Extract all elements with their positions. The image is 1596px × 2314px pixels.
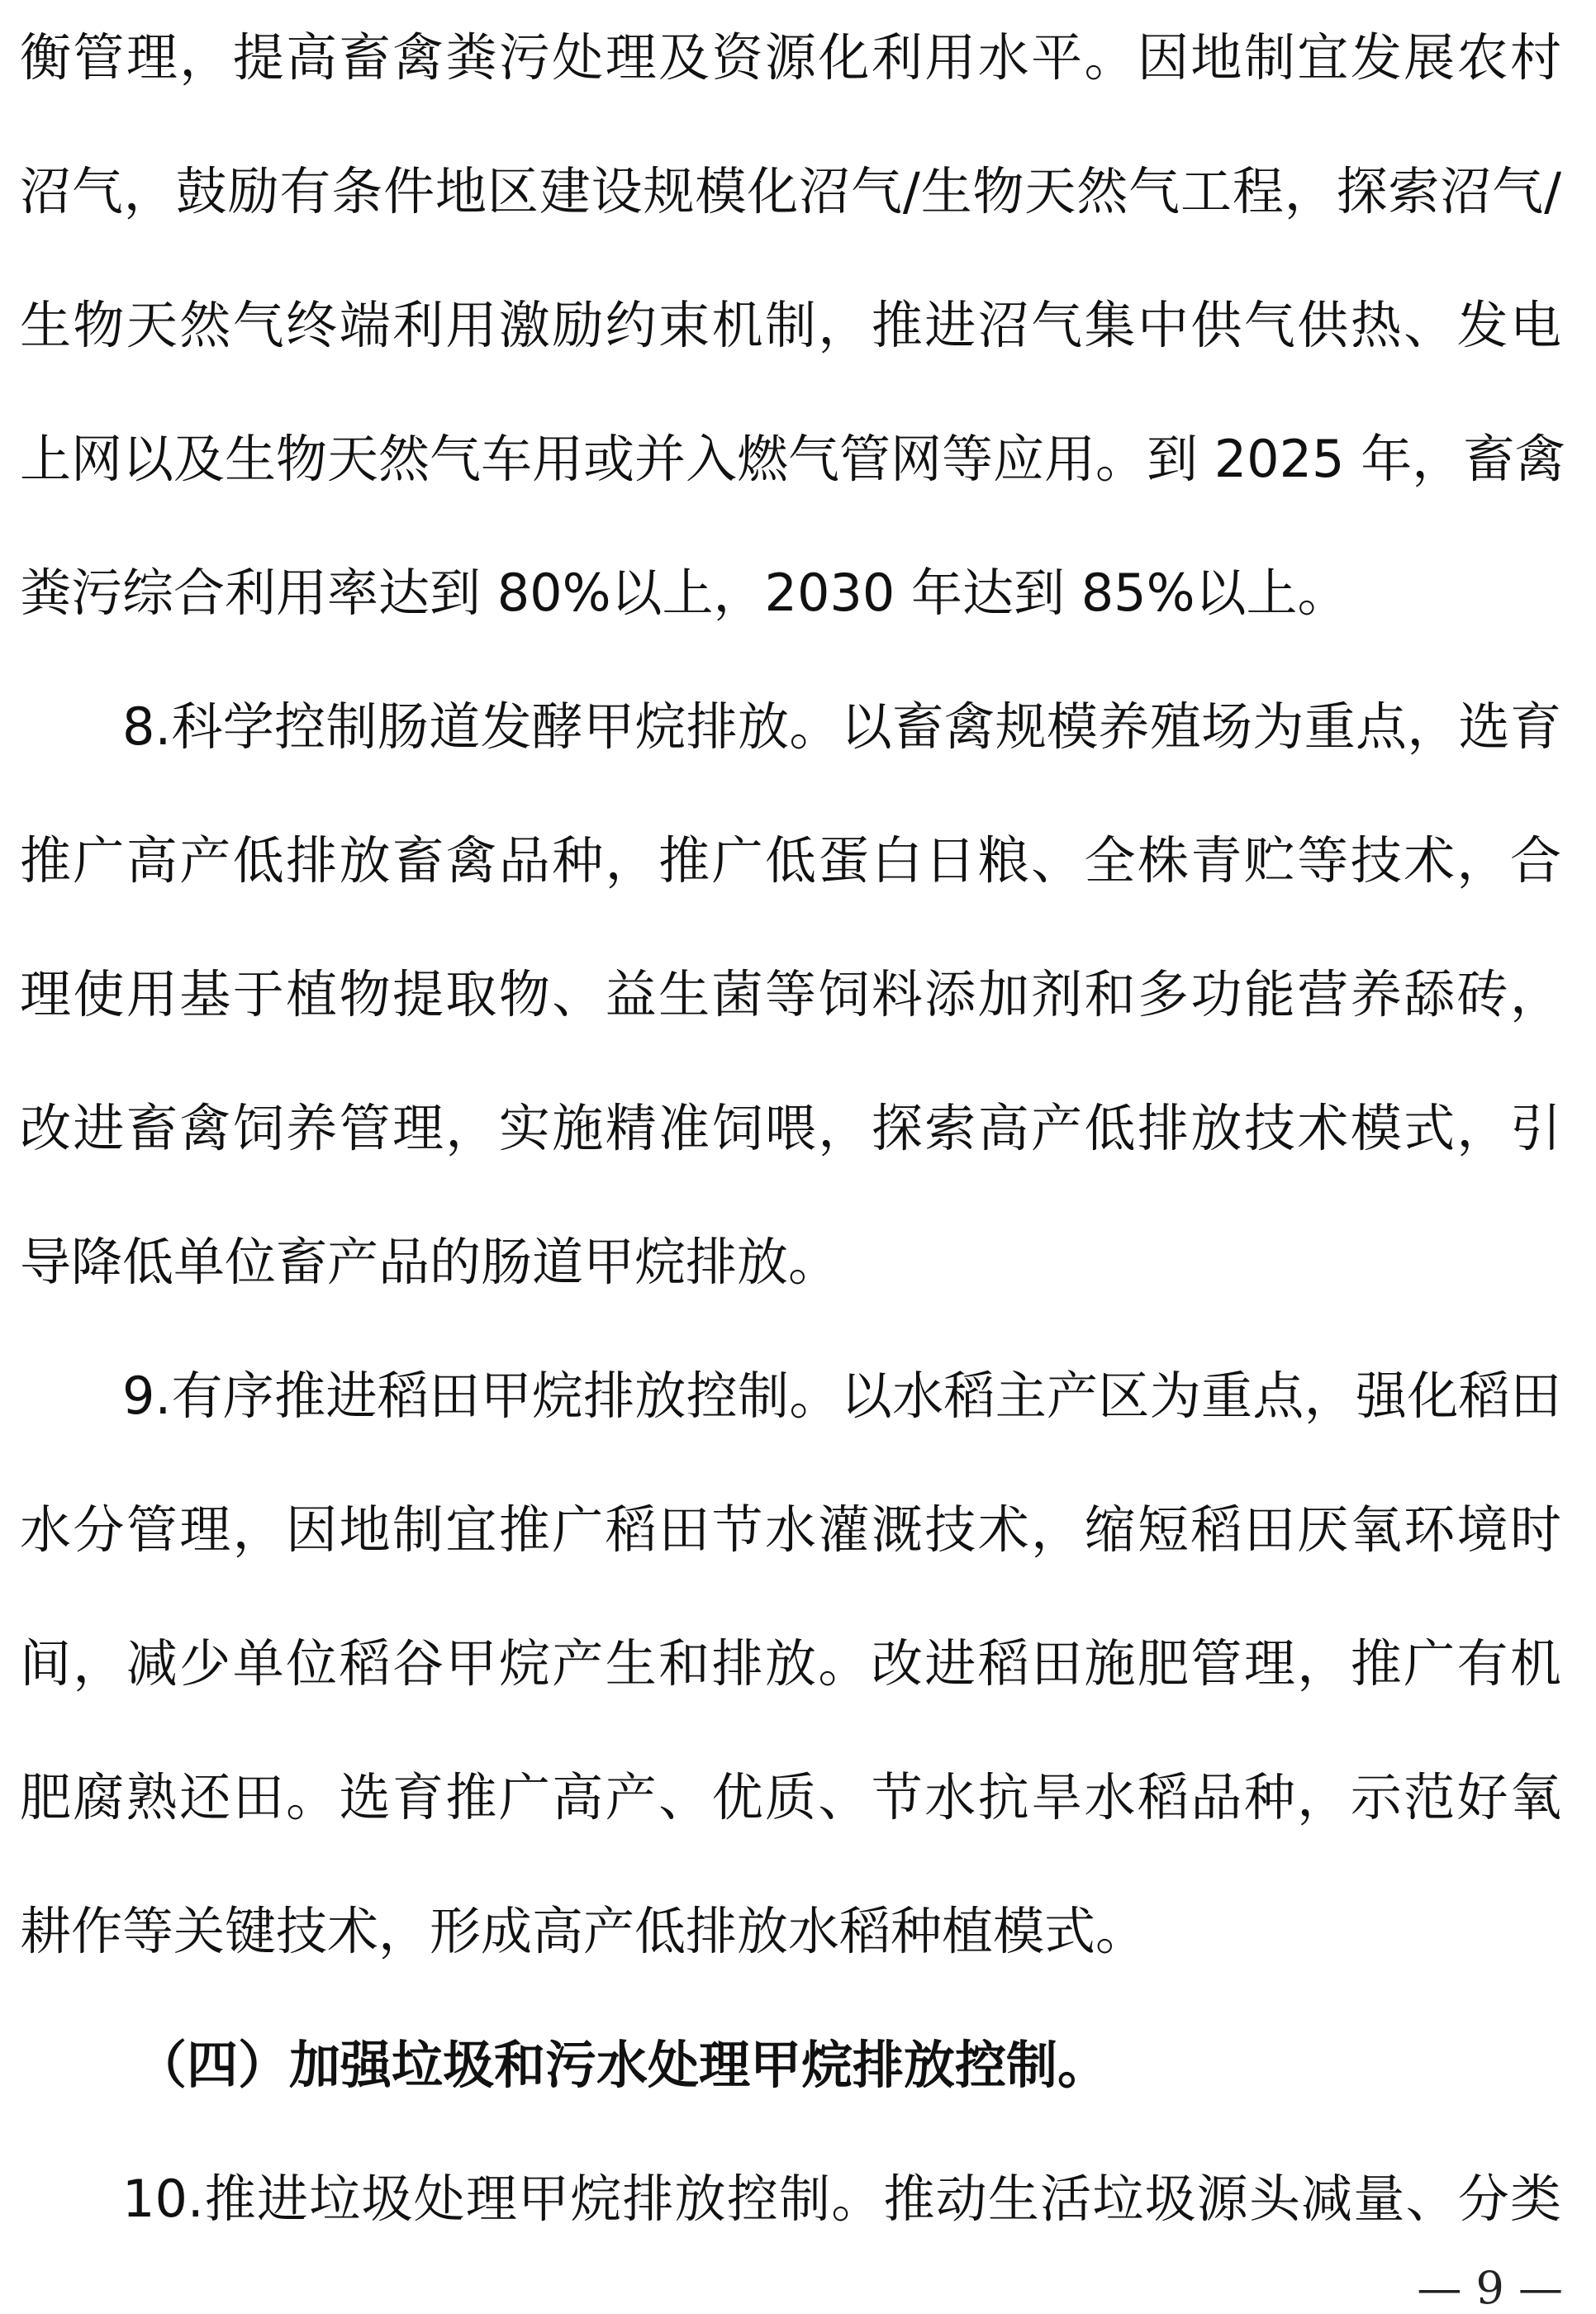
text-line: 间，减少单位稻谷甲烷产生和排放。改进稻田施肥管理，推广有机	[20, 1633, 1561, 1694]
text-line: 耕作等关键技术，形成高产低排放水稻种植模式。	[20, 1901, 1147, 1961]
text-line: 上网以及生物天然气车用或并入燃气管网等应用。到 2025 年，畜禽	[20, 429, 1566, 489]
text-line: 生物天然气终端利用激励约束机制，推进沼气集中供气供热、发电	[20, 295, 1561, 355]
text-line: 推广高产低排放畜禽品种，推广低蛋白日粮、全株青贮等技术，合	[20, 830, 1561, 891]
text-line: 沼气，鼓励有条件地区建设规模化沼气/生物天然气工程，探索沼气/	[20, 161, 1561, 221]
page-number: — 9 —	[1417, 2262, 1563, 2314]
text-line: 衡管理，提高畜禽粪污处理及资源化利用水平。因地制宜发展农村	[20, 27, 1561, 88]
text-line: 粪污综合利用率达到 80%以上，2030 年达到 85%以上。	[20, 563, 1349, 623]
paragraph-8-start: 8.科学控制肠道发酵甲烷排放。以畜禽规模养殖场为重点，选育	[122, 696, 1561, 757]
paragraph-9-start: 9.有序推进稻田甲烷排放控制。以水稻主产区为重点，强化稻田	[122, 1366, 1561, 1426]
paragraph-10-start: 10.推进垃圾处理甲烷排放控制。推动生活垃圾源头减量、分类	[122, 2169, 1561, 2229]
document-body	[20, 0, 1566, 2275]
text-line: 水分管理，因地制宜推广稻田节水灌溉技术，缩短稻田厌氧环境时	[20, 1499, 1561, 1560]
text-line: 肥腐熟还田。选育推广高产、优质、节水抗旱水稻品种，示范好氧	[20, 1767, 1561, 1827]
text-line: 导降低单位畜产品的肠道甲烷排放。	[20, 1232, 840, 1292]
text-line: 理使用基于植物提取物、益生菌等饲料添加剂和多功能营养舔砖，	[20, 964, 1561, 1024]
text-line: 改进畜禽饲养管理，实施精准饲喂，探索高产低排放技术模式，引	[20, 1098, 1561, 1158]
section-heading: （四）加强垃圾和污水处理甲烷排放控制。	[135, 2035, 1109, 2095]
